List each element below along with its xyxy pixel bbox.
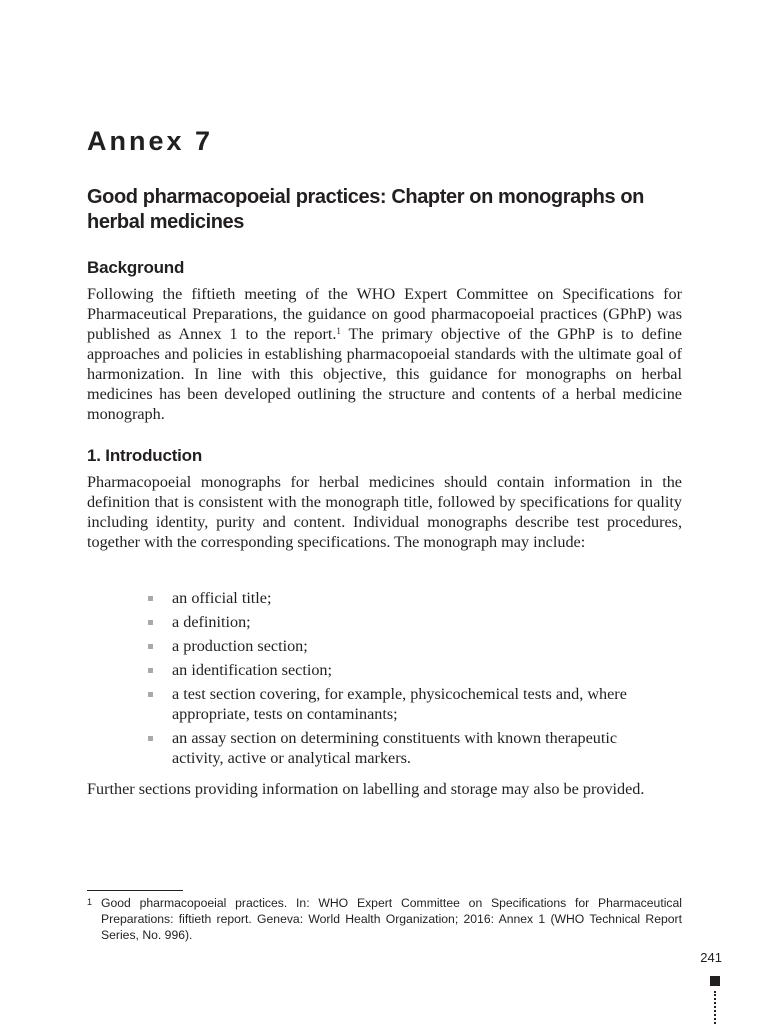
footnote-number: 1 xyxy=(87,897,93,907)
page-number: 241 xyxy=(700,950,722,965)
footnote xyxy=(87,895,682,943)
introduction-heading: 1. Introduction xyxy=(87,446,203,465)
bullet-icon xyxy=(148,668,153,673)
document-title: Good pharmacopoeial practices: Chapter on monographs on herbal medicines xyxy=(87,186,644,233)
background-paragraph xyxy=(87,284,682,424)
background-text-end: The primary objective of the GPhP is to define approaches and policies in establishing pharmacopoeial standards with the ultimate goal of harmonization. In line with this objective, this guidance for monographs on herbal medicines has been developed outlining the structure and contents of a herbal medicine monograph. xyxy=(87,325,682,423)
closing-paragraph: Further sections providing information on labelling and storage may also be provided. xyxy=(87,780,645,798)
list-item-text: a test section covering, for example, physicochemical tests and, where appropriate, tests on contaminants; xyxy=(172,685,627,723)
list-item xyxy=(147,728,667,768)
footnote-text: Good pharmacopoeial practices. In: WHO Expert Committee on Specifications for Pharmaceutical Preparations: fiftieth report. Geneva: World Health Organization; 2016: Annex 1 (WHO Technical Report Series, No. 996). xyxy=(101,896,682,942)
annex-title: Annex 7 xyxy=(87,126,214,156)
footnote-divider xyxy=(87,890,183,891)
list-item xyxy=(147,612,667,632)
list-item-text: an identification section; xyxy=(172,661,333,679)
bullet-icon xyxy=(148,596,153,601)
list-item-text: an assay section on determining constituents with known therapeutic activity, active or analytical markers. xyxy=(172,729,618,767)
page-marker-square xyxy=(710,976,720,986)
list-item-text: a definition; xyxy=(172,613,251,631)
bullet-icon xyxy=(148,644,153,649)
page-marker-dots xyxy=(714,991,716,1024)
bullet-icon xyxy=(148,620,153,625)
background-text-start: Following the fiftieth meeting of the WHO Expert Committee on Specifications for Pharmaceutical Preparations, the guidance on good pharmacopoeial practices (GPhP) was published as Annex 1 to the report. xyxy=(87,285,682,343)
list-item xyxy=(147,588,667,608)
introduction-paragraph: Pharmacopoeial monographs for herbal medicines should contain information in the definition that is consistent with the monograph title, followed by specifications for quality including identity, purity and content. Individual monographs describe test procedures, together with the corresponding specifications. The monograph may include: xyxy=(87,473,682,551)
list-item xyxy=(147,636,667,656)
bullet-icon xyxy=(148,692,153,697)
background-heading: Background xyxy=(87,258,185,277)
monograph-contents-list xyxy=(147,588,667,772)
list-item xyxy=(147,660,667,680)
list-item xyxy=(147,684,667,724)
bullet-icon xyxy=(148,736,153,741)
list-item-text: an official title; xyxy=(172,589,272,607)
footnote-reference: 1 xyxy=(336,326,341,336)
list-item-text: a production section; xyxy=(172,637,308,655)
